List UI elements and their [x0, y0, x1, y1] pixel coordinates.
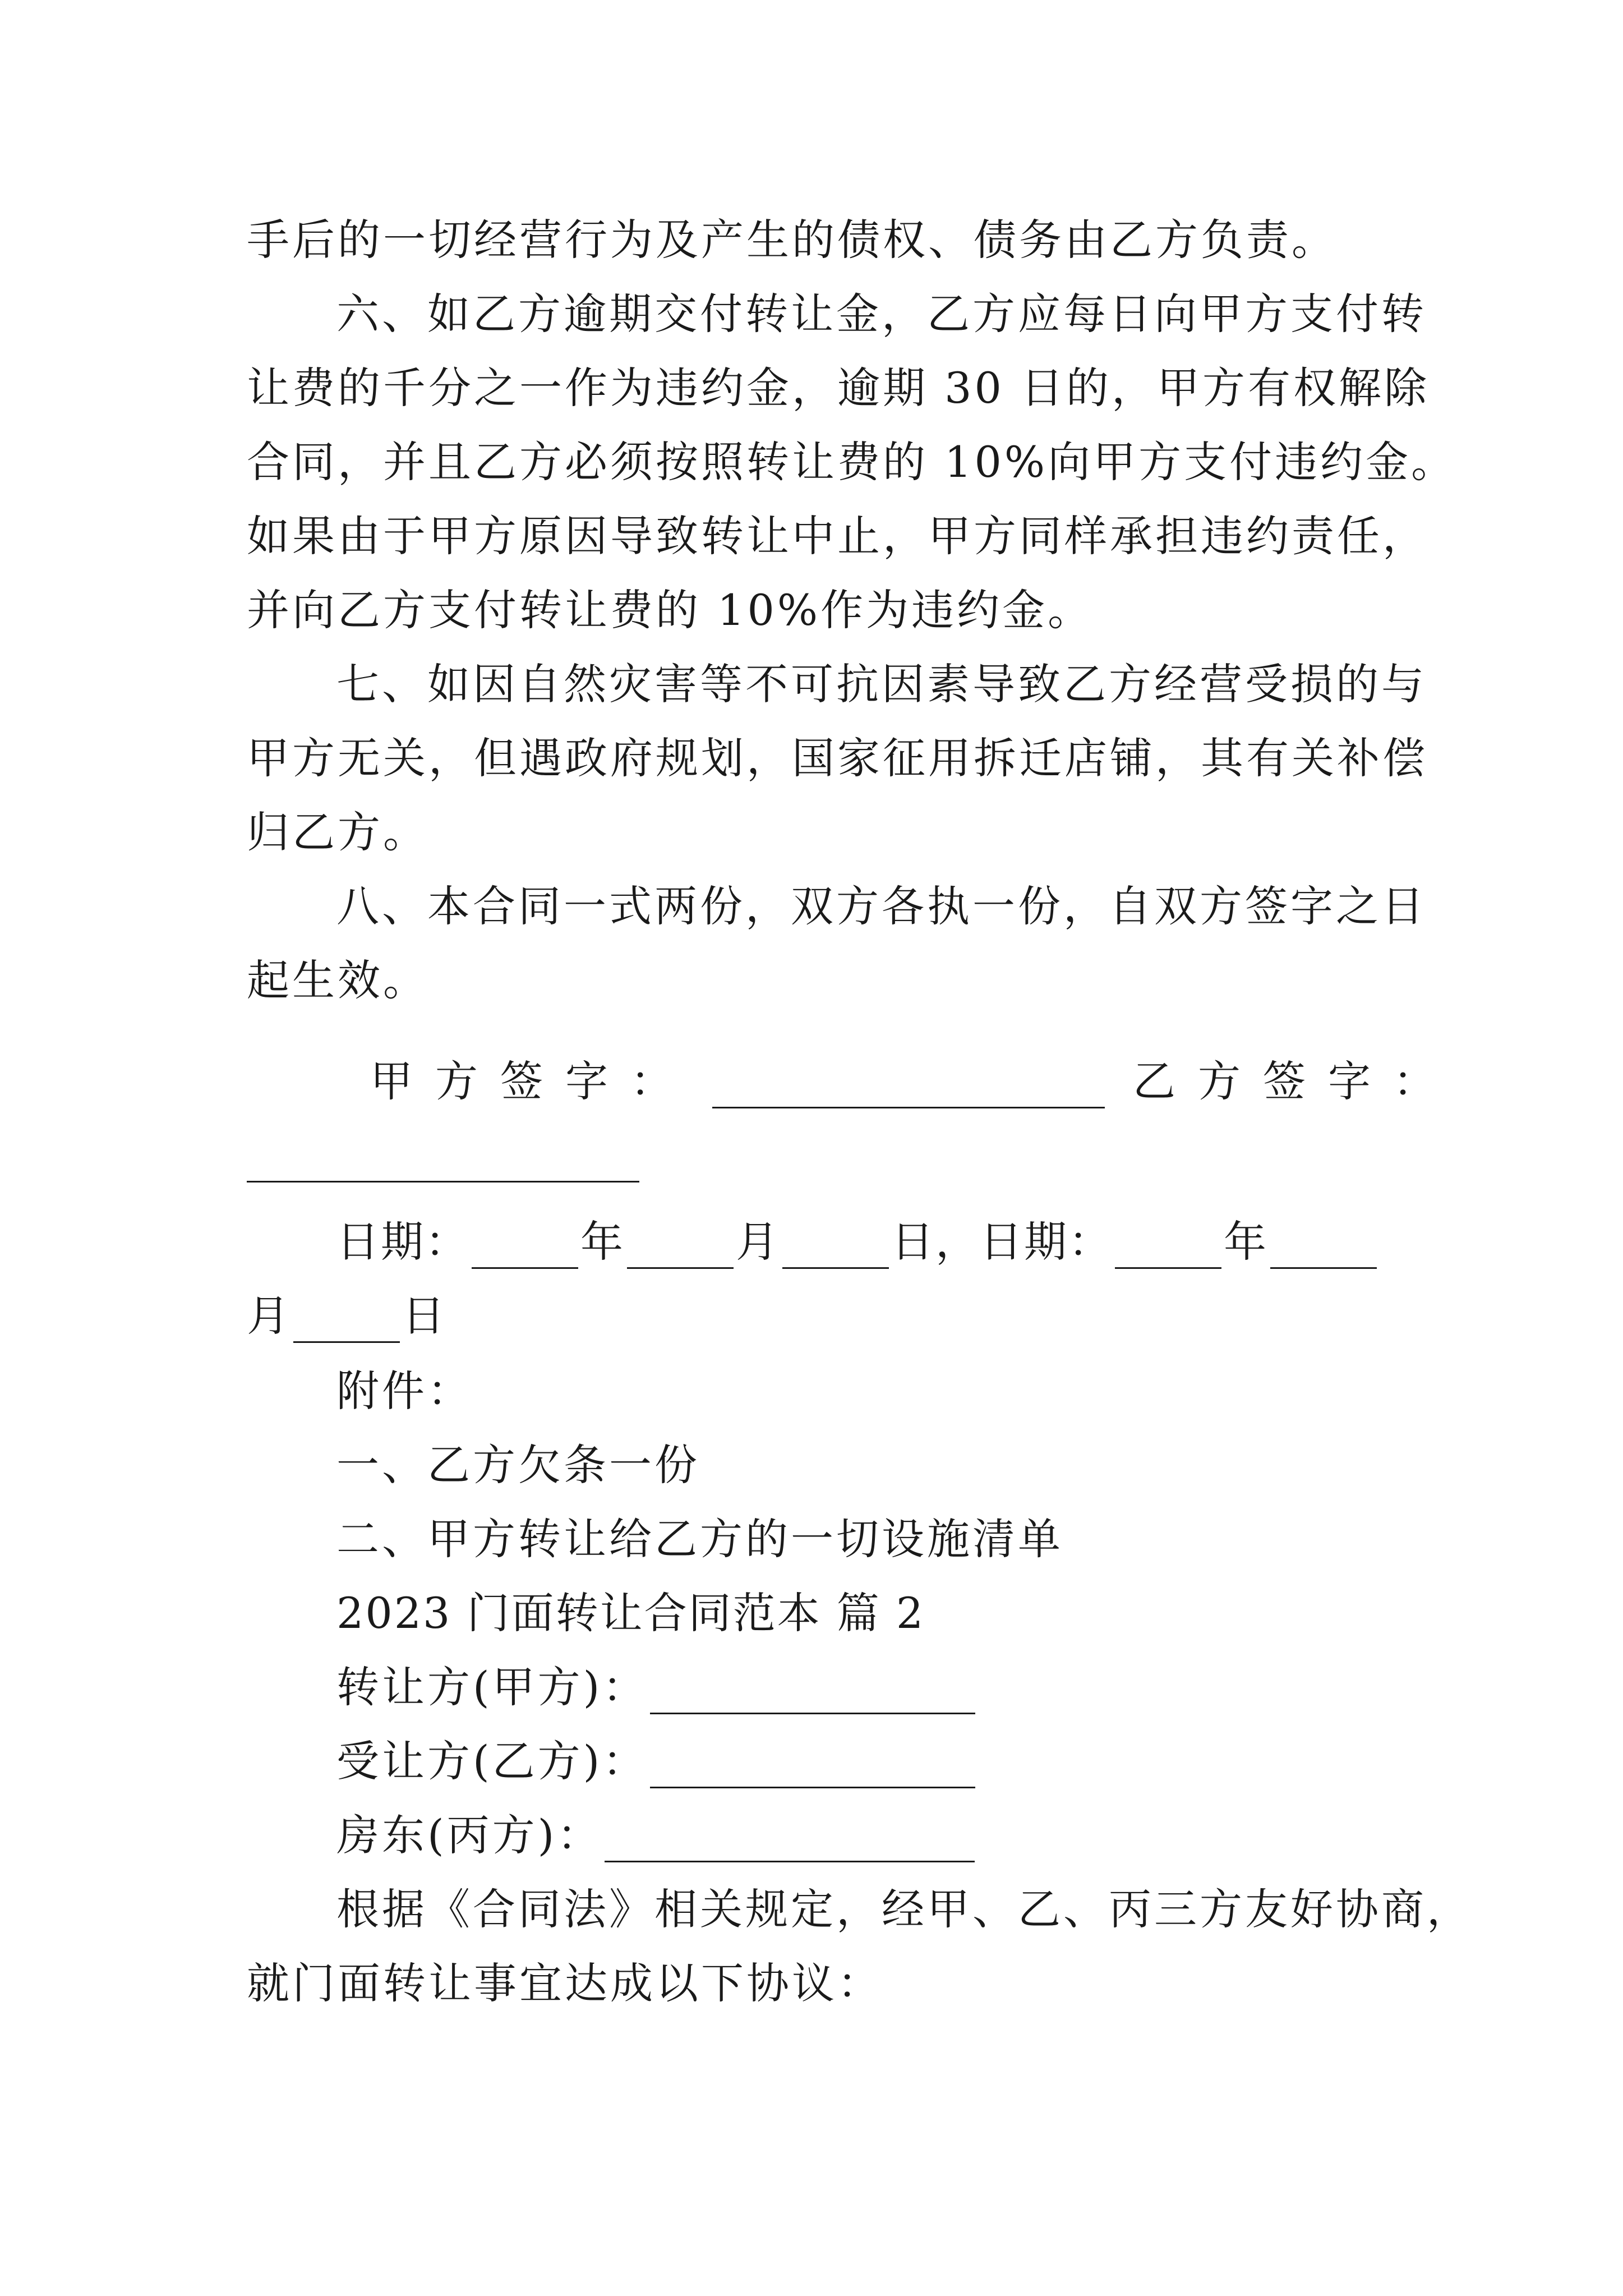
date-line-continued [247, 1289, 1391, 1345]
transferor-field[interactable] [650, 1673, 975, 1714]
text-line: 起生效。 [247, 955, 428, 1005]
transferee-field[interactable] [650, 1747, 975, 1788]
day-label: 日， [891, 1217, 980, 1267]
date-label-2: 日期： [980, 1217, 1113, 1267]
text-line: 如果由于甲方原因导致转让中止，甲方同样承担违约责任， [247, 511, 1428, 561]
day-label-2: 日 [402, 1291, 446, 1341]
day-field-2[interactable] [293, 1302, 400, 1343]
transferor-label: 转让方(甲方)： [336, 1662, 648, 1712]
section-title: 2023 门面转让合同范本 篇 2 [336, 1588, 925, 1638]
attachment-item: 一、乙方欠条一份 [336, 1440, 700, 1490]
party-a-signature-field[interactable] [712, 1068, 1105, 1108]
party-a-signature-label: 甲方签字： [370, 1056, 695, 1106]
date-line [336, 1215, 1391, 1271]
agreement-paragraph: 根据《合同法》相关规定，经甲、乙、丙三方友好协商， [336, 1884, 1472, 1934]
clause-8-line: 八、本合同一式两份，双方各执一份，自双方签字之日 [336, 881, 1427, 931]
month-label: 月 [736, 1217, 780, 1267]
month-label-2: 月 [247, 1291, 291, 1341]
day-field[interactable] [782, 1228, 889, 1269]
year-label: 年 [580, 1217, 625, 1267]
attachment-item: 二、甲方转让给乙方的一切设施清单 [336, 1514, 1063, 1564]
year-field[interactable] [472, 1228, 578, 1269]
transferee-line [336, 1734, 1391, 1791]
date-label: 日期： [336, 1217, 469, 1267]
text-line: 手后的一切经营行为及产生的债权、债务由乙方负责。 [247, 215, 1337, 265]
year-label-2: 年 [1224, 1217, 1268, 1267]
party-b-signature-label: 乙方签字： [1133, 1056, 1458, 1106]
agreement-paragraph: 就门面转让事宜达成以下协议： [247, 1958, 883, 2008]
transferee-label: 受让方(乙方)： [336, 1736, 648, 1786]
clause-7-line: 七、如因自然灾害等不可抗因素导致乙方经营受损的与 [336, 659, 1427, 709]
text-line: 合同，并且乙方必须按照转让费的 10%向甲方支付违约金。 [247, 437, 1457, 487]
text-line: 甲方无关，但遇政府规划，国家征用拆迁店铺，其有关补偿 [247, 733, 1428, 783]
year-field-2[interactable] [1115, 1228, 1221, 1269]
landlord-field[interactable] [605, 1821, 975, 1862]
attachments-heading: 附件： [336, 1366, 473, 1416]
clause-6-line: 六、如乙方逾期交付转让金，乙方应每日向甲方支付转 [336, 289, 1427, 339]
transferor-line [336, 1660, 1391, 1717]
month-field[interactable] [627, 1228, 734, 1269]
signature-line [370, 1055, 1458, 1111]
month-field-2-partial[interactable] [1270, 1228, 1377, 1269]
text-line: 并向乙方支付转让费的 10%作为违约金。 [247, 585, 1094, 635]
text-line: 让费的千分之一作为违约金，逾期 30 日的，甲方有权解除 [247, 363, 1430, 413]
landlord-label: 房东(丙方)： [336, 1810, 603, 1860]
landlord-line [336, 1809, 1391, 1865]
party-b-signature-field[interactable] [247, 1170, 639, 1182]
text-line: 归乙方。 [247, 807, 428, 857]
